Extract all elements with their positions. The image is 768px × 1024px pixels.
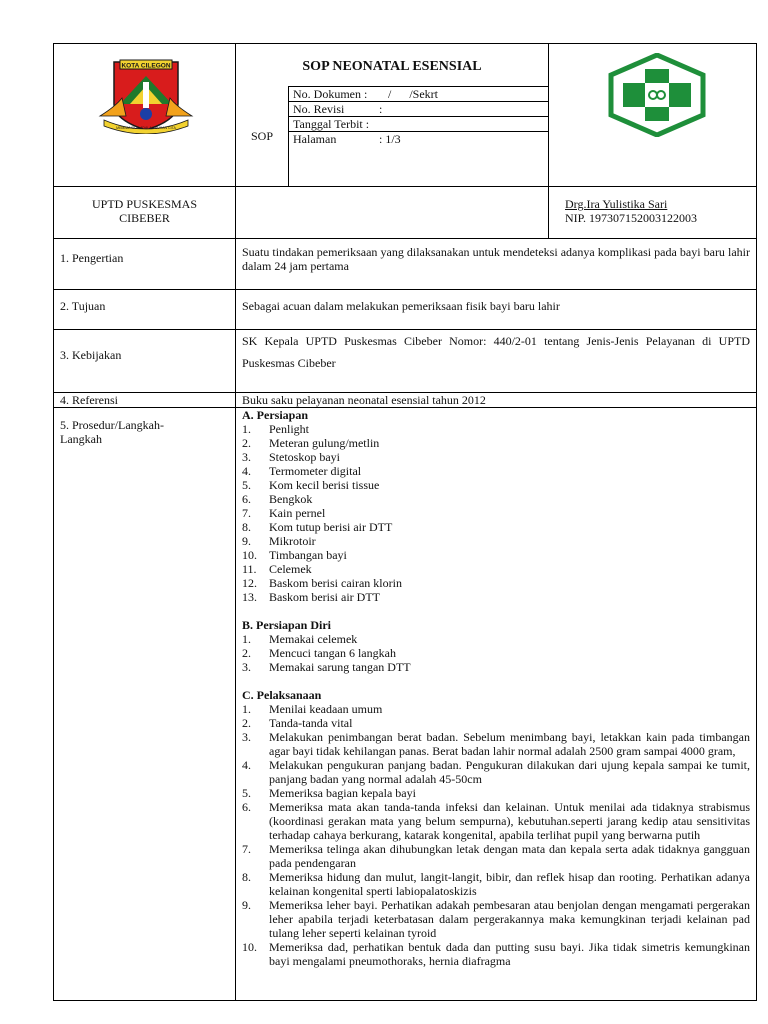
list-item [242,646,750,660]
list-text: Mikrotoir [269,534,316,548]
list-item [242,450,750,464]
list-text: Termometer digital [269,464,362,478]
preparation-list [242,422,750,604]
section-label: 1. Pengertian [54,239,236,290]
svg-text:MEMBANGUN ADALAH BUKAN CITA: MEMBANGUN ADALAH BUKAN CITA [116,126,176,130]
meta-label: Tanggal Terbit : [289,117,375,132]
list-number: 9. [242,898,251,912]
procedure-content [236,408,757,1001]
organization-cell [54,187,236,239]
list-number: 3. [242,730,251,744]
meta-label: No. Dokumen : [289,87,375,102]
list-text: Memeriksa mata akan tanda-tanda infeksi dan kelainan. Untuk menilai ada tidaknya strabismus (koordinasi gerakan mata yang belum sempurna), kebutuhan.seperti jarang kedip atau sensitivitas terhadap cahaya berkurang, katarak kongenital, apabila terlihat pupil yang berwarna putih [269,800,750,842]
list-number: 5. [242,478,251,492]
list-number: 1. [242,632,251,646]
list-number: 6. [242,492,251,506]
list-number: 10. [242,548,257,562]
subsection-title: B. Persiapan Diri [242,618,331,632]
list-number: 12. [242,576,257,590]
list-number: 2. [242,716,251,730]
list-text: Kom kecil berisi tissue [269,478,380,492]
list-item [242,730,750,758]
execution-list [242,702,750,968]
list-item [242,632,750,646]
org-name: UPTD PUSKESMAS [91,197,198,211]
section-label: 2. Tujuan [54,290,236,330]
list-text: Penlight [269,422,310,436]
meta-value: / /Sekrt [375,87,548,102]
sop-label: SOP [236,86,289,186]
self-preparation-list [242,632,750,674]
list-number: 8. [242,520,251,534]
list-item [242,702,750,716]
list-number: 10. [242,940,257,954]
signer-nip: NIP. 197307152003122003 [565,211,698,225]
list-number: 3. [242,450,251,464]
list-number: 8. [242,870,251,884]
list-item [242,422,750,436]
list-text: Kain pernel [269,506,326,520]
list-number: 1. [242,422,251,436]
sop-table [53,43,757,1001]
list-item [242,940,750,968]
list-item [242,464,750,478]
list-number: 4. [242,758,251,772]
list-item [242,590,750,604]
section-label: 5. Prosedur/Langkah- [60,418,164,432]
puskesmas-logo-cell [549,44,757,187]
list-text: Memeriksa telinga akan dihubungkan letak dengan mata dan kepala serta adak tidaknya gangguan pada pendengaran [269,842,750,870]
meta-value [375,117,548,132]
sop-document [53,43,756,968]
city-logo-cell [54,44,236,187]
list-item [242,870,750,898]
document-title: SOP NEONATAL ESENSIAL [302,59,482,74]
meta-value: : [375,102,548,117]
org-location: CIBEBER [119,211,170,225]
list-number: 9. [242,534,251,548]
list-text: Baskom berisi air DTT [269,590,380,604]
list-item [242,562,750,576]
list-item [242,492,750,506]
list-item [242,660,750,674]
list-text: Menilai keadaan umum [269,702,383,716]
list-text: Melakukan penimbangan berat badan. Sebelum menimbang bayi, letakkan kain pada timbangan agar bayi tidak kehilangan panas. Berat badan lahir normal adalah 2500 gram sampai 4000 gram, [269,730,750,758]
list-item [242,478,750,492]
kota-cilegon-logo [96,58,196,134]
list-item [242,506,750,520]
list-number: 13. [242,590,257,604]
list-number: 7. [242,506,251,520]
list-text: Memakai celemek [269,632,358,646]
section-label: 3. Kebijakan [54,330,236,393]
list-number: 2. [242,646,251,660]
list-text: Memeriksa dad, perhatikan bentuk dada dan putting susu bayi. Jika tidak simetris kemungkinan bayi mengalami pneumothoraks, hernia diafragma [269,940,750,968]
list-number: 2. [242,436,251,450]
list-text: Memeriksa hidung dan mulut, langit-langit, bibir, dan reflek hisap dan rooting. Perhatikan adanya kelainan kongenital sperti labiopalatoskizis [269,870,750,898]
list-text: Celemek [269,562,312,576]
list-number: 3. [242,660,251,674]
puskesmas-cross-logo [607,53,707,137]
list-item [242,758,750,786]
signer-name: Drg.Ira Yulistika Sari [565,197,668,211]
meta-value: : 1/3 [375,132,548,147]
section-text: Sebagai acuan dalam melakukan pemeriksaan fisik bayi baru lahir [236,290,757,330]
procedure-label-cell [54,408,236,1001]
list-item [242,576,750,590]
list-item [242,534,750,548]
list-number: 11. [242,562,257,576]
list-number: 4. [242,464,251,478]
list-item [242,842,750,870]
list-text: Tanda-tanda vital [269,716,353,730]
list-text: Kom tutup berisi air DTT [269,520,393,534]
section-text: Suatu tindakan pemeriksaan yang dilaksanakan untuk mendeteksi adanya komplikasi pada bayi baru lahir dalam 24 jam pertama [236,239,757,290]
list-text: Melakukan pengukuran panjang badan. Pengukuran dilakukan dari ujung kepala sampai ke tumit, panjang badan yang normal adalah 45-50cm [269,758,750,786]
section-text: Buku saku pelayanan neonatal esensial tahun 2012 [236,393,757,408]
list-item [242,786,750,800]
list-number: 6. [242,800,251,814]
signer-cell [549,187,757,239]
section-label: 4. Referensi [54,393,236,408]
document-meta [289,86,548,146]
section-text: SK Kepala UPTD Puskesmas Cibeber Nomor: 440/2-01 tentang Jenis-Jenis Pelayanan di UPTD Puskesmas Cibeber [236,330,757,393]
subsection-title: C. Pelaksanaan [242,688,322,702]
list-item [242,800,750,842]
list-text: Mencuci tangan 6 langkah [269,646,396,660]
subsection-title: A. Persiapan [242,408,308,422]
list-text: Timbangan bayi [269,548,347,562]
list-text: Meteran gulung/metlin [269,436,380,450]
list-item [242,436,750,450]
list-number: 7. [242,842,251,856]
list-text: Memeriksa bagian kepala bayi [269,786,416,800]
list-text: Baskom berisi cairan klorin [269,576,402,590]
list-text: Bengkok [269,492,313,506]
list-text: Memeriksa leher bayi. Perhatikan adakah pembesaran atau benjolan dengan mengamati pergerakan leher apabila terjadi keterbatasan dalam pergerakannya maka kemungkinan terjadi kelainan pad tulang leher seperti kelainan tyroid [269,898,750,940]
list-item [242,716,750,730]
list-item [242,898,750,940]
list-item [242,548,750,562]
list-number: 1. [242,702,251,716]
meta-label: No. Revisi [289,102,375,117]
list-text: Memakai sarung tangan DTT [269,660,411,674]
section-label-cont: Langkah [60,432,102,446]
meta-label: Halaman [289,132,375,147]
list-number: 5. [242,786,251,800]
list-text: Stetoskop bayi [269,450,340,464]
svg-text:KOTA CILEGON: KOTA CILEGON [121,62,171,70]
list-item [242,520,750,534]
